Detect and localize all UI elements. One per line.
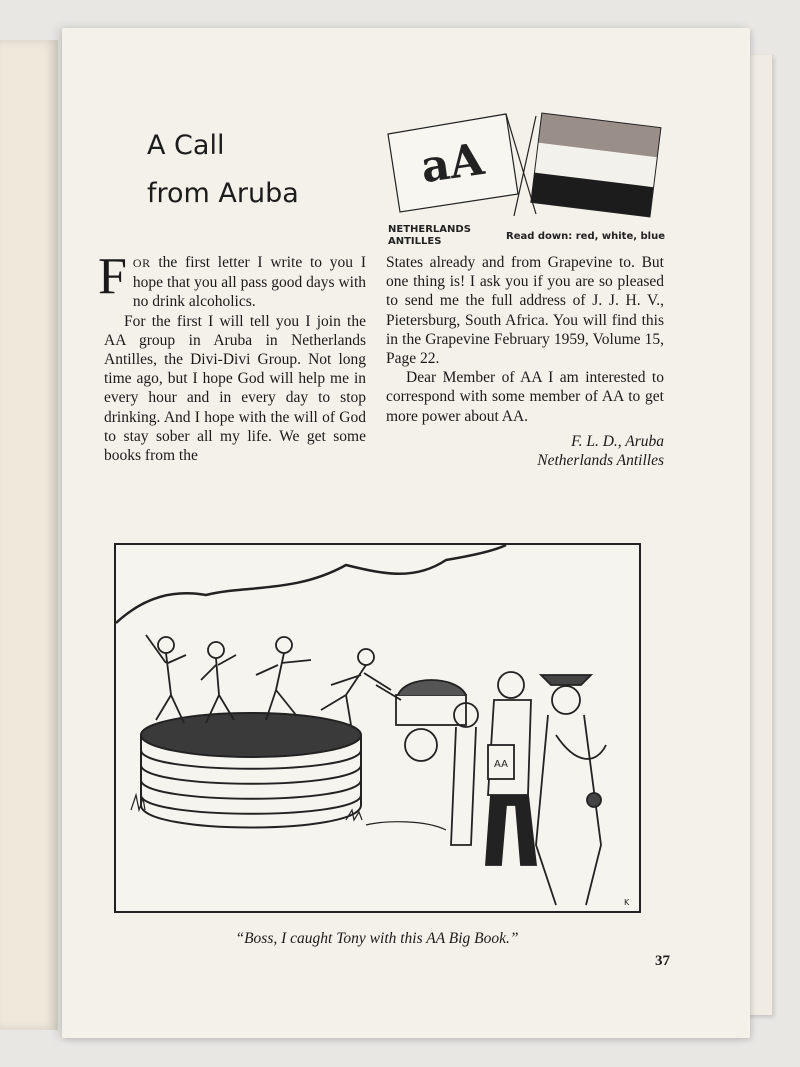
left-facing-page bbox=[0, 40, 58, 1030]
letter-paragraph-1 bbox=[98, 248, 366, 312]
letter-signature bbox=[386, 432, 664, 470]
signature-line-1: F. L. D., Aruba bbox=[571, 432, 664, 450]
page-number: 37 bbox=[655, 953, 670, 969]
title-line-1: A Call bbox=[147, 130, 225, 161]
title-line-2: from Aruba bbox=[147, 178, 299, 209]
drop-cap: F bbox=[98, 248, 127, 305]
small-caps-opening: OR bbox=[132, 256, 151, 270]
letter-paragraph-4: Dear Member of AA I am interested to correspond with some member of AA to get more power about AA. bbox=[386, 369, 664, 425]
cartoon-caption: “Boss, I caught Tony with this AA Big Book.” bbox=[235, 930, 519, 947]
article-title bbox=[147, 122, 299, 218]
cartoon-drawing bbox=[116, 545, 639, 911]
cartoon-illustration bbox=[114, 543, 641, 913]
flag-caption-country bbox=[388, 224, 471, 248]
paragraph-1-text: the first letter I write to you I hope that you all pass good days with no drink alcoholics. bbox=[132, 254, 366, 311]
grape-vat bbox=[141, 713, 361, 828]
letter-left-column bbox=[98, 248, 366, 465]
grape-cart bbox=[376, 680, 466, 761]
letter-paragraph-2: For the first I will tell you I join the AA group in Aruba in Netherlands Antilles, the Divi-Divi Group. Not long time ago, but I hope God will help me in every hour and in every day to stop drinking. And I hope with the will of God to stay sober all my life. We get some books from the bbox=[104, 312, 366, 465]
flag-caption-line-1: NETHERLANDS bbox=[388, 224, 471, 235]
dancing-grape-stompers bbox=[146, 635, 391, 725]
letter-right-column bbox=[386, 253, 664, 470]
mountain-ridge bbox=[116, 545, 506, 623]
aa-book-label: AA bbox=[494, 759, 508, 770]
flag-caption-line-2: ANTILLES bbox=[388, 236, 442, 247]
signature-line-2: Netherlands Antilles bbox=[537, 452, 664, 470]
vineyard-workers bbox=[451, 672, 606, 905]
netherlands-antilles-flag bbox=[531, 113, 661, 217]
letter-paragraph-3: States already and from Grapevine to. But one thing is! I ask you if you are so pleased to send me the full address of J. J. H. V., Pietersburg, South Africa. You will find this in the Grapevine February 1959, Volume 15, Page 22. bbox=[386, 254, 664, 368]
artist-mark: K bbox=[624, 898, 630, 907]
flag-caption-colors: Read down: red, white, blue bbox=[506, 231, 666, 242]
aa-logo-text: aA bbox=[417, 134, 487, 194]
